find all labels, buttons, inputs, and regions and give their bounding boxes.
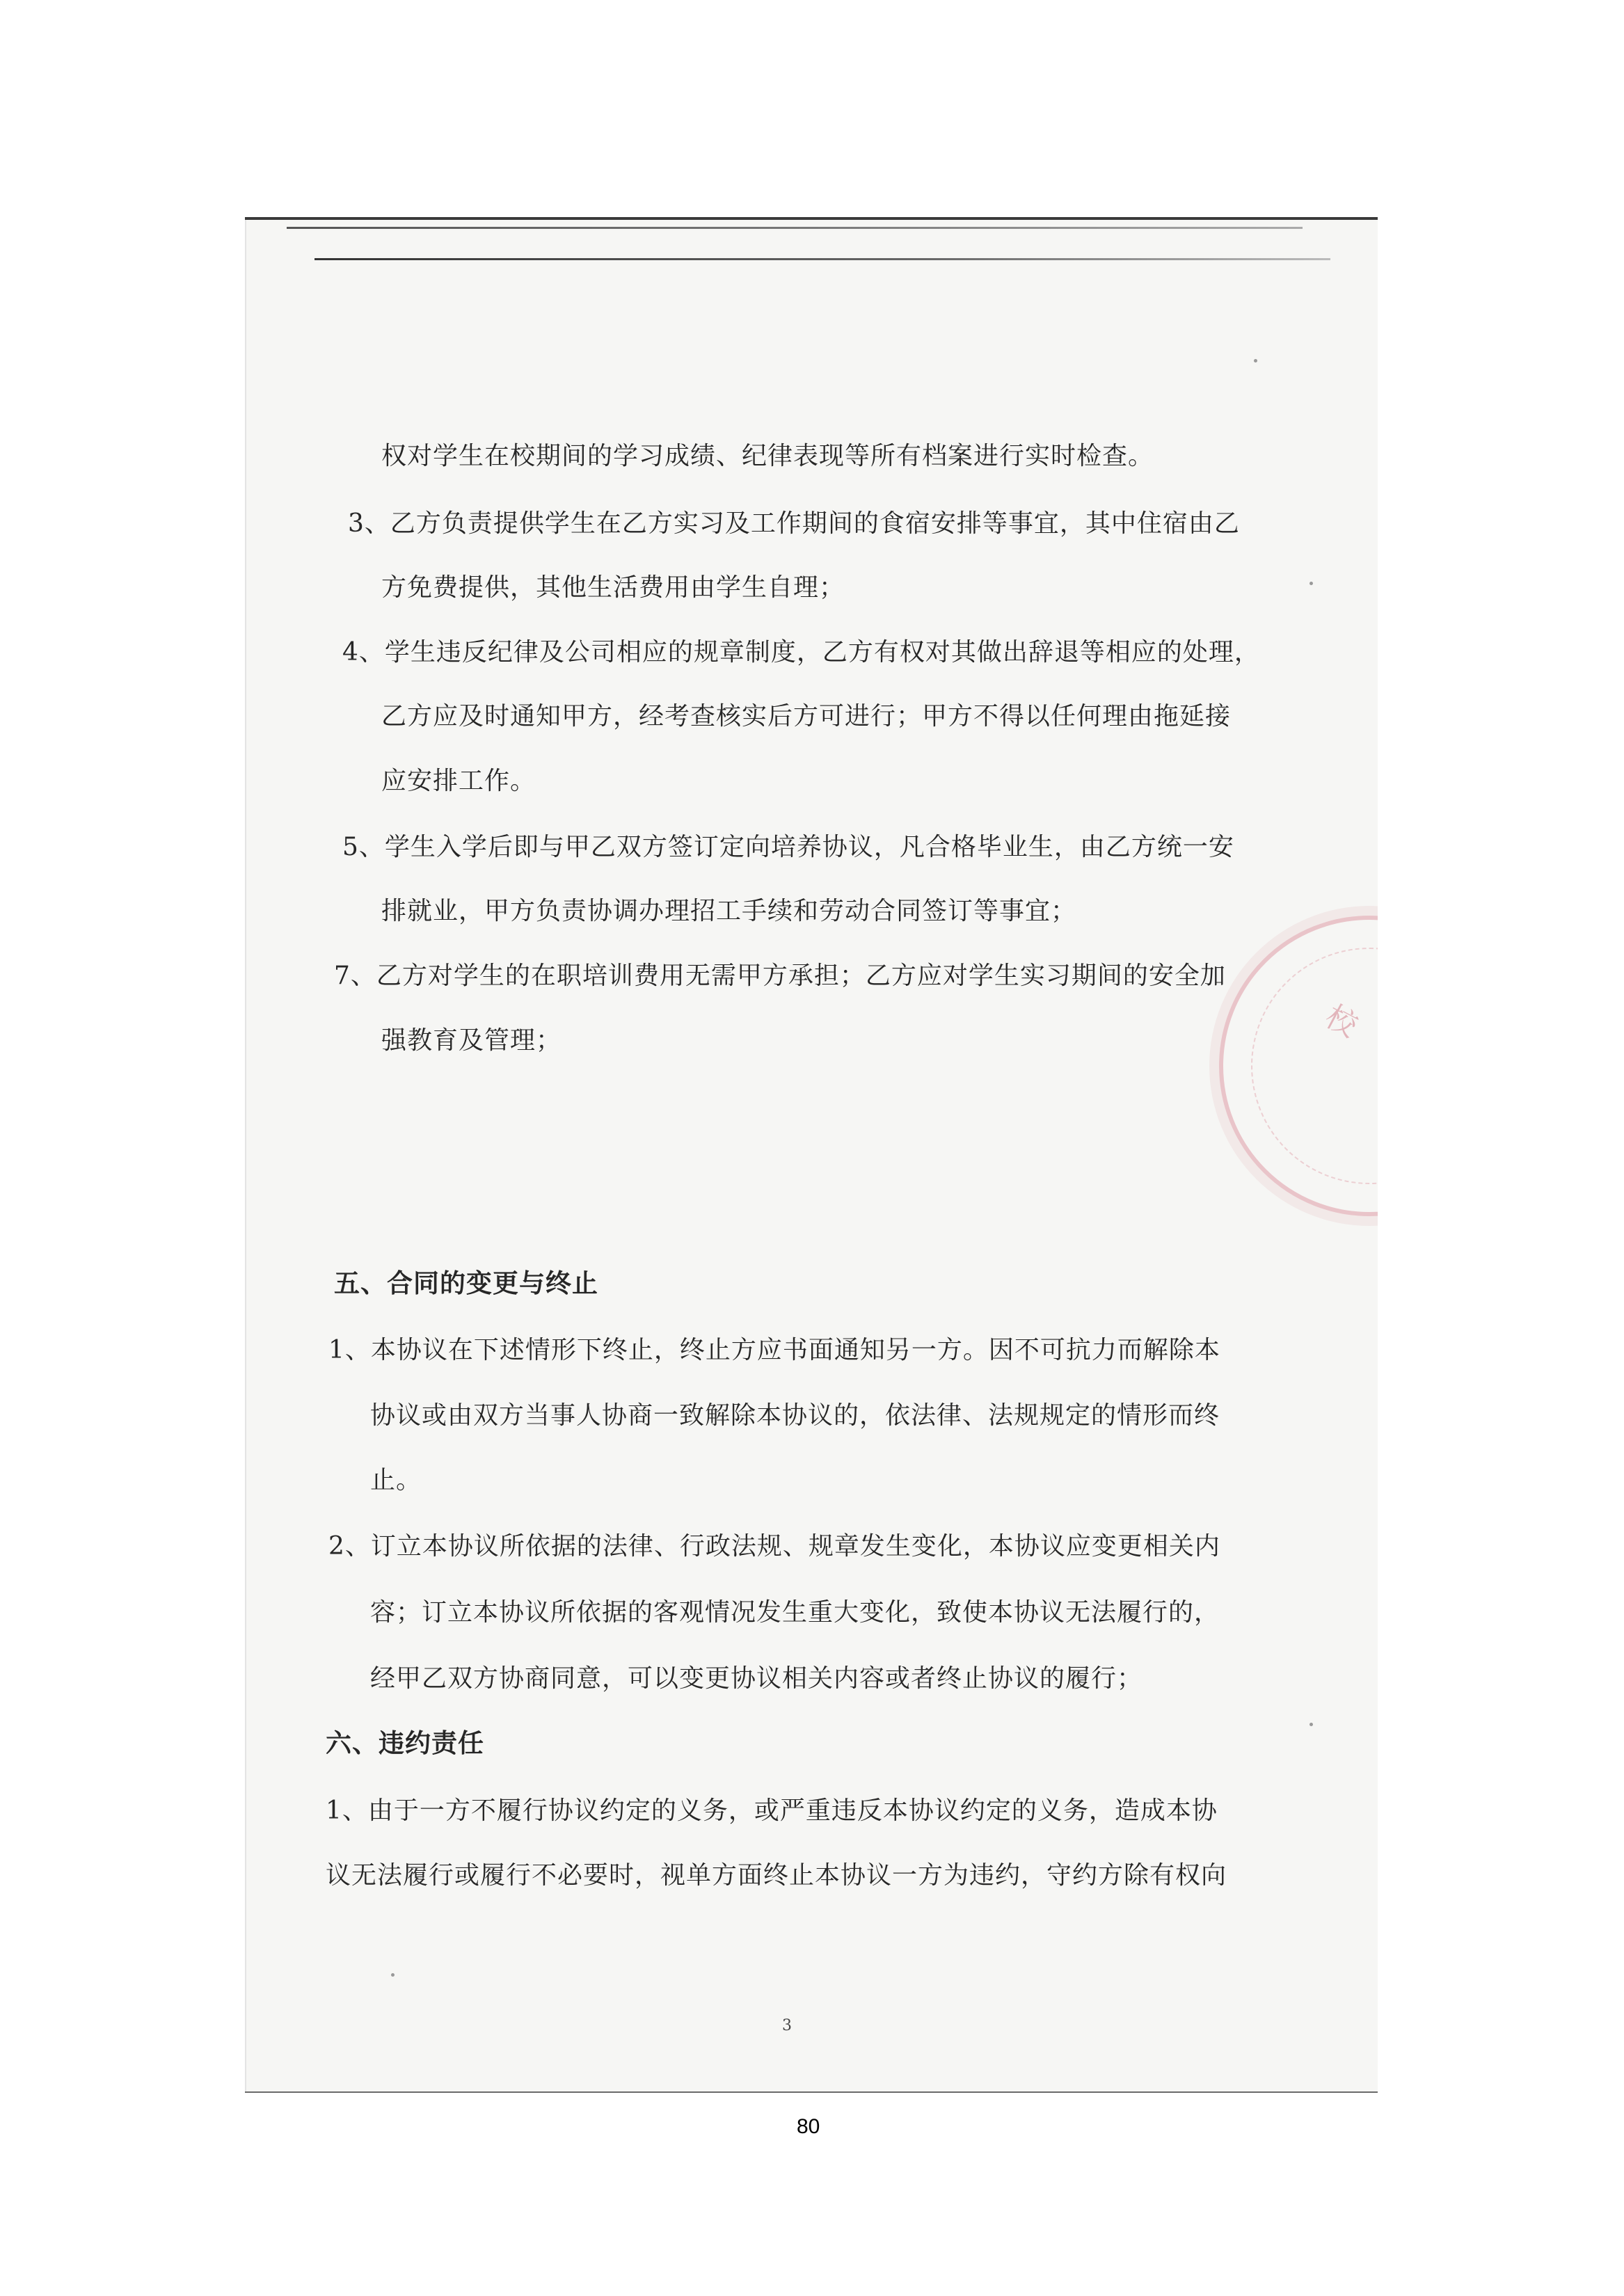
text-line: 3、乙方负责提供学生在乙方实习及工作期间的食宿安排等事宜，其中住宿由乙	[348, 509, 1240, 538]
text-line: 4、学生违反纪律及公司相应的规章制度，乙方有权对其做出辞退等相应的处理，	[342, 638, 1260, 667]
text-line: 排就业，甲方负责协调办理招工手续和劳动合同签订等事宜；	[381, 897, 1077, 925]
header-rule-2	[315, 258, 1330, 260]
text-line: 7、乙方对学生的在职培训费用无需甲方承担；乙方应对学生实习期间的安全加	[334, 962, 1226, 990]
text-line: 容；订立本协议所依据的客观情况发生重大变化，致使本协议无法履行的，	[370, 1598, 1220, 1627]
text-line: 止。	[370, 1466, 422, 1494]
scanned-page	[245, 217, 1378, 2093]
scan-page-number: 3	[782, 2017, 792, 2034]
text-line: 应安排工作。	[381, 767, 536, 795]
section-heading: 五、合同的变更与终止	[334, 1268, 598, 1298]
text-line: 2、订立本协议所依据的法律、行政法规、规章发生变化，本协议应变更相关内	[328, 1532, 1220, 1561]
seal-stamp-icon: 校	[1219, 916, 1378, 1216]
page-number: 80	[797, 2115, 820, 2138]
text-line: 权对学生在校期间的学习成绩、纪律表现等所有档案进行实时检查。	[381, 442, 1154, 470]
header-rule	[287, 227, 1303, 229]
text-line: 强教育及管理；	[381, 1026, 562, 1055]
text-line: 1、本协议在下述情形下终止，终止方应书面通知另一方。因不可抗力而解除本	[328, 1336, 1220, 1364]
text-line: 5、学生入学后即与甲乙双方签订定向培养协议，凡合格毕业生，由乙方统一安	[342, 833, 1234, 861]
text-line: 乙方应及时通知甲方，经考查核实后方可进行；甲方不得以任何理由拖延接	[381, 702, 1232, 731]
text-line: 经甲乙双方协商同意，可以变更协议相关内容或者终止协议的履行；	[370, 1664, 1143, 1693]
text-line: 1、由于一方不履行协议约定的义务，或严重违反本协议约定的义务，造成本协	[326, 1796, 1218, 1825]
text-line: 协议或由双方当事人协商一致解除本协议的，依法律、法规规定的情形而终	[370, 1401, 1220, 1430]
text-line: 议无法履行或履行不必要时，视单方面终止本协议一方为违约，守约方除有权向	[326, 1861, 1227, 1890]
section-heading: 六、违约责任	[326, 1728, 484, 1758]
text-line: 方免费提供，其他生活费用由学生自理；	[381, 573, 845, 602]
